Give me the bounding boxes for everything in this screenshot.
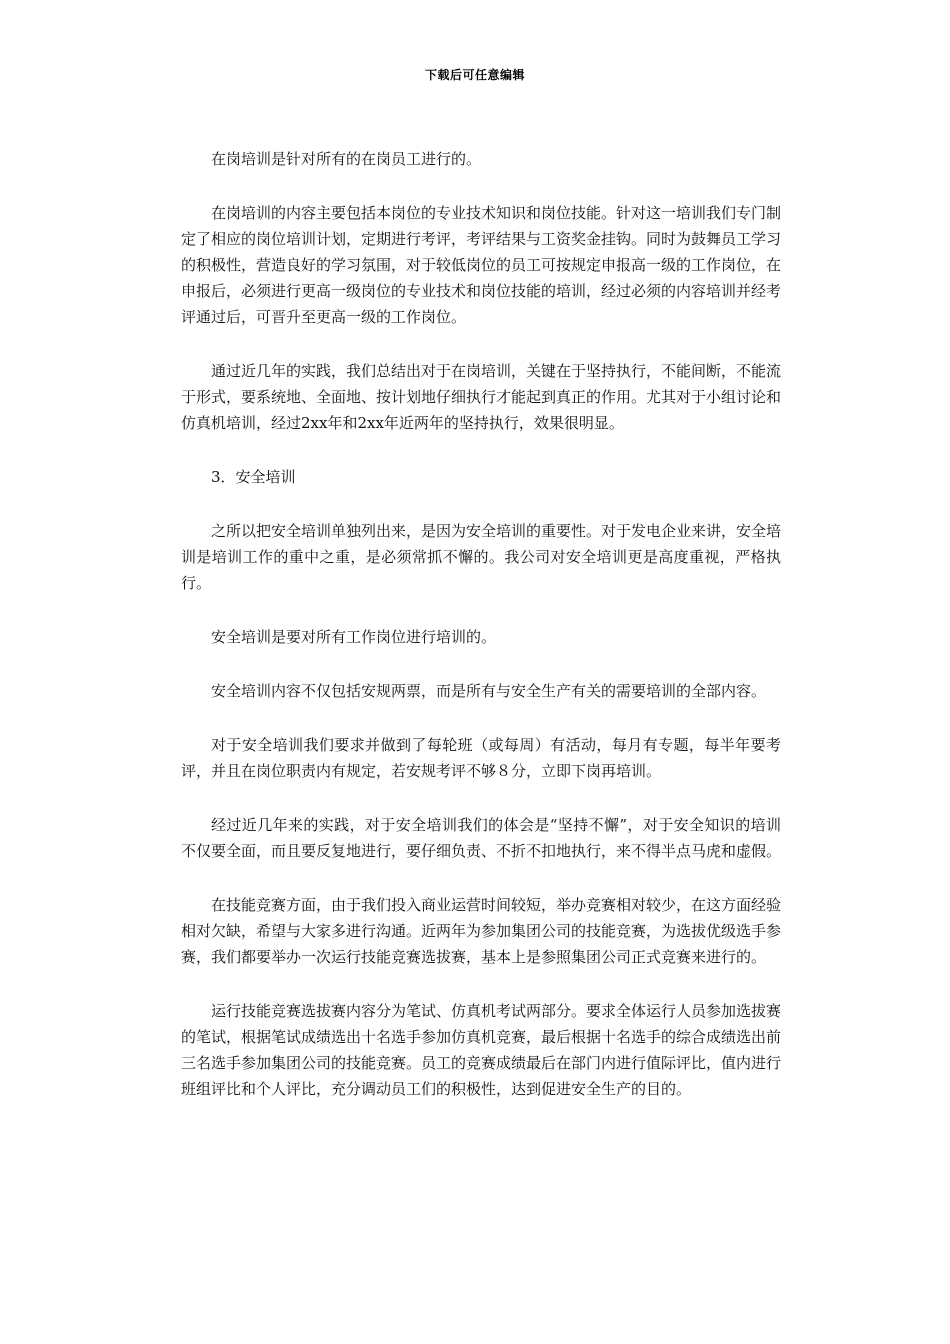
paragraph-competition-content: 运行技能竞赛选拔赛内容分为笔试、仿真机考试两部分。要求全体运行人员参加选拔赛的笔试，根据笔试成绩选出十名选手参加仿真机竞赛，最后根据十名选手的综合成绩选出前三名选手参加集团公司的技能竞赛。员工的竞赛成绩最后在部门内进行值际评比，值内进行班组评比和个人评比，充分调动员工们的积极性，达到促进安全生产的目的。 [181, 1002, 782, 1098]
paragraph-skills-competition: 在技能竞赛方面，由于我们投入商业运营时间较短，举办竞赛相对较少，在这方面经验相对欠缺，希望与大家多进行沟通。近两年为参加集团公司的技能竞赛，为选拔优级选手参赛，我们都要举办一次运行技能竞赛选拔赛，基本上是参照集团公司正式竞赛来进行的。 [181, 896, 782, 966]
paragraph-safety-importance: 之所以把安全培训单独列出来，是因为安全培训的重要性。对于发电企业来讲，安全培训是培训工作的重中之重，是必须常抓不懈的。我公司对安全培训更是高度重视，严格执行。 [181, 522, 782, 592]
paragraph-onsite-training-scope: 在岗培训是针对所有的在岗员工进行的。 [211, 150, 482, 168]
paragraph-onsite-training-practice: 通过近几年的实践，我们总结出对于在岗培训，关键在于坚持执行，不能间断，不能流于形式，要系统地、全面地、按计划地仔细执行才能起到真正的作用。尤其对于小组讨论和仿真机培训，经过2xx年和2xx年近两年的坚持执行，效果很明显。 [181, 362, 782, 432]
paragraph-onsite-training-content: 在岗培训的内容主要包括本岗位的专业技术知识和岗位技能。针对这一培训我们专门制定了相应的岗位培训计划，定期进行考评，考评结果与工资奖金挂钩。同时为鼓舞员工学习的积极性，营造良好的学习氛围，对于较低岗位的员工可按规定申报高一级的工作岗位，在申报后，必须进行更高一级岗位的专业技术和岗位技能的培训，经过必须的内容培训并经考评通过后，可晋升至更高一级的工作岗位。 [181, 204, 782, 326]
section-heading-safety-training: 3．安全培训 [211, 468, 296, 486]
paragraph-safety-content: 安全培训内容不仅包括安规两票，而是所有与安全生产有关的需要培训的全部内容。 [211, 682, 767, 700]
page-header: 下载后可任意编辑 [424, 68, 525, 82]
paragraph-safety-experience: 经过近几年来的实践，对于安全培训我们的体会是“坚持不懈”，对于安全知识的培训不仅要全面，而且要反复地进行，要仔细负责、不折不扣地执行，来不得半点马虎和虚假。 [181, 816, 782, 860]
paragraph-safety-requirements: 对于安全培训我们要求并做到了每轮班（或每周）有活动，每月有专题，每半年要考评，并且在岗位职责内有规定，若安规考评不够８分，立即下岗再培训。 [181, 736, 781, 780]
paragraph-safety-scope: 安全培训是要对所有工作岗位进行培训的。 [211, 628, 497, 646]
document-body [181, 146, 781, 1130]
